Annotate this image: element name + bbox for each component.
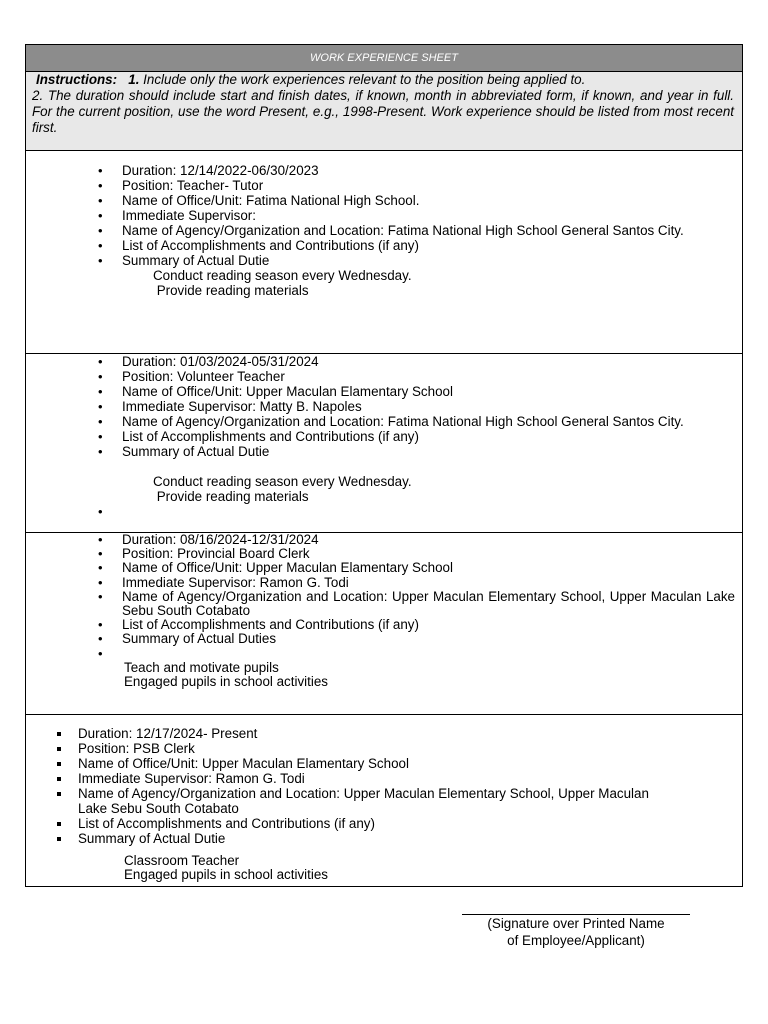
empty-bullet — [26, 504, 742, 519]
entry-accomplishments: • List of Accomplishments and Contributions (if any) — [26, 429, 742, 444]
entry-duty: Conduct reading season every Wednesday. — [153, 474, 412, 489]
entry-duty: Engaged pupils in school activities — [124, 867, 328, 882]
instructions — [26, 72, 742, 151]
entry-supervisor: • Immediate Supervisor: Matty B. Napoles — [26, 399, 742, 414]
entry-duty: Provide reading materials — [153, 489, 309, 504]
entry-duty: Classroom Teacher — [124, 853, 240, 868]
entry-office: • Name of Office/Unit: Fatima National High School. — [26, 193, 742, 208]
entry-supervisor: • Immediate Supervisor: — [26, 208, 742, 223]
work-entry — [26, 715, 742, 886]
entry-summary: Summary of Actual Dutie — [26, 831, 662, 846]
instruction-1 — [32, 72, 734, 88]
entry-agency: • Name of Agency/Organization and Location: Fatima National High School General Santos City. — [26, 223, 742, 238]
work-entry — [26, 533, 742, 715]
sheet-title: WORK EXPERIENCE SHEET — [26, 45, 742, 72]
entry-duty: Engaged pupils in school activities — [124, 673, 328, 689]
instructions-lead: Instructions: — [36, 72, 118, 87]
entry-position: • Position: Volunteer Teacher — [26, 369, 742, 384]
entry-agency: • Name of Agency/Organization and Location: Fatima National High School General Santos City. — [26, 414, 742, 429]
entry-duty: Teach and motivate pupils — [124, 659, 279, 675]
empty-bullet — [26, 647, 735, 661]
work-entry — [26, 354, 742, 533]
entry-position: • Position: Provincial Board Clerk — [26, 547, 735, 561]
entry-agency: Name of Agency/Organization and Location: Upper Maculan Elementary School, Upper Maculan Lake Sebu South Cotabato — [26, 786, 662, 816]
entry-accomplishments: List of Accomplishments and Contributions (if any) — [26, 816, 662, 831]
signature-block — [462, 914, 690, 949]
entry-duration: • Duration: 08/16/2024-12/31/2024 — [26, 533, 735, 547]
entry-duration: • Duration: 12/14/2022-06/30/2023 — [26, 163, 742, 178]
entry-accomplishments: • List of Accomplishments and Contributions (if any) — [26, 238, 742, 253]
instruction-1-number: 1. — [128, 72, 140, 87]
entry-office: • Name of Office/Unit: Upper Maculan Elamentary School — [26, 384, 742, 399]
signature-line-2: of Employee/Applicant) — [507, 933, 645, 948]
entry-duration: • Duration: 01/03/2024-05/31/2024 — [26, 354, 742, 369]
entry-duty: Conduct reading season every Wednesday. — [153, 268, 412, 283]
work-entry — [26, 151, 742, 354]
instruction-1-text: Include only the work experiences relevant to the position being applied to. — [143, 72, 586, 87]
entry-summary: • Summary of Actual Dutie — [26, 444, 742, 459]
entry-supervisor: • Immediate Supervisor: Ramon G. Todi — [26, 576, 735, 590]
entry-duration: Duration: 12/17/2024- Present — [26, 726, 662, 741]
entry-supervisor: Immediate Supervisor: Ramon G. Todi — [26, 771, 662, 786]
entry-accomplishments: • List of Accomplishments and Contributions (if any) — [26, 618, 735, 632]
entry-office: Name of Office/Unit: Upper Maculan Elamentary School — [26, 756, 662, 771]
entry-position: • Position: Teacher- Tutor — [26, 178, 742, 193]
entry-position: Position: PSB Clerk — [26, 741, 662, 756]
entry-summary: • Summary of Actual Dutie — [26, 253, 742, 268]
entry-summary: • Summary of Actual Duties — [26, 632, 735, 646]
entry-agency: • Name of Agency/Organization and Location: Upper Maculan Elementary School, Upper Maculan Lake Sebu South Cotabato — [26, 590, 735, 618]
entry-office: • Name of Office/Unit: Upper Maculan Elamentary School — [26, 561, 735, 575]
work-experience-sheet — [25, 44, 743, 887]
instruction-2: 2. The duration should include start and finish dates, if known, month in abbreviated form, if known, and year in full. For the current position, use the word Present, e.g., 1998-Present. Work experience should be listed from most recent first. — [32, 88, 734, 135]
entry-duty: Provide reading materials — [153, 283, 309, 298]
signature-line-1: (Signature over Printed Name — [487, 916, 665, 931]
